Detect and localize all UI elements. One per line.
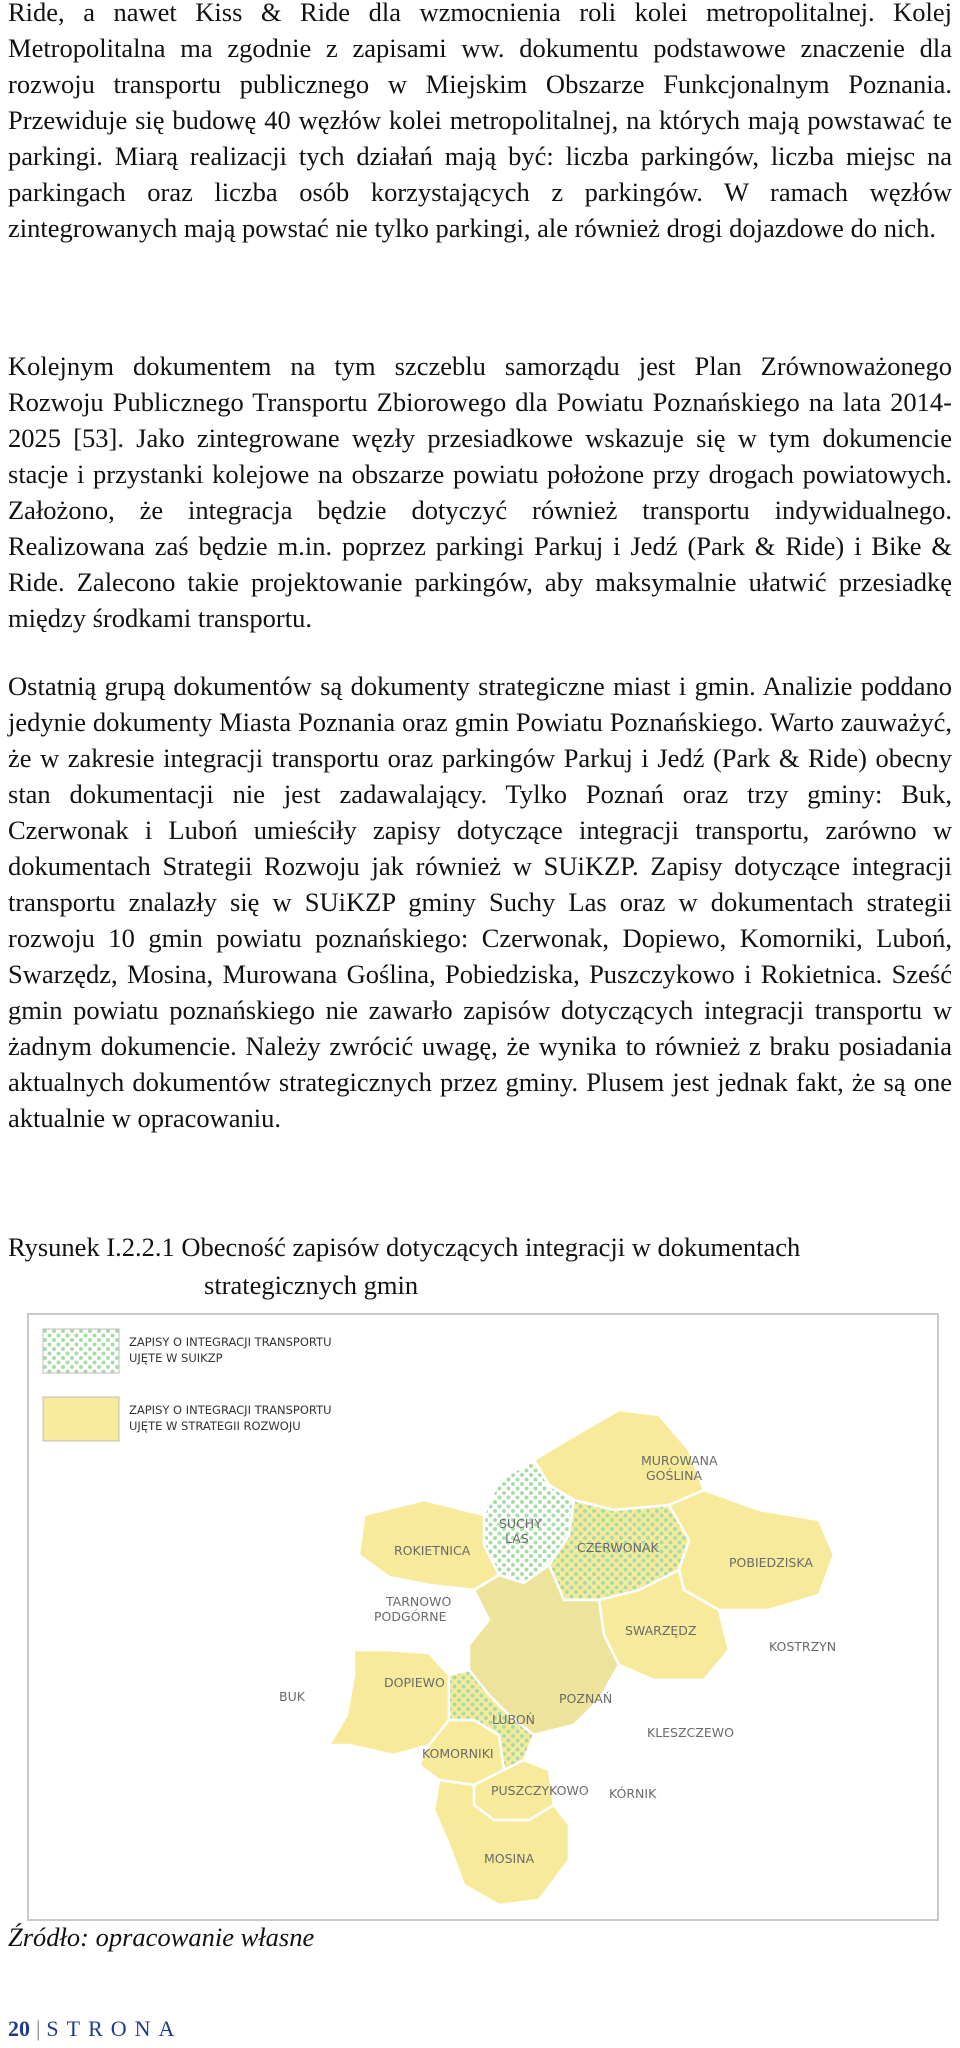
figure-caption-line-1: Rysunek I.2.2.1 Obecność zapisów dotyczących integracji w dokumentach xyxy=(8,1232,801,1262)
label-kleszczewo: KLESZCZEWO xyxy=(647,1725,734,1740)
map-legend xyxy=(43,1329,332,1441)
legend-suikzp-line-1: ZAPISY O INTEGRACJI TRANSPORTU xyxy=(129,1335,332,1349)
label-mosina: MOSINA xyxy=(484,1851,535,1866)
paragraph-3: Ostatnią grupą dokumentów są dokumenty strategiczne miast i gmin. Analizie poddano jedynie dokumenty Miasta Poznania oraz gmin Powiatu Poznańskiego. Warto zauważyć, że w zakresie integracji transportu oraz parkingów Parkuj i Jedź (Park & Ride) obecny stan dokumentacji nie jest zadawalający. Tylko Poznań oraz trzy gminy: Buk, Czerwonak i Luboń umieściły zapisy dotyczące integracji transportu, zarówno w dokumentach Strategii Rozwoju jak również w SUiKZP. Zapisy dotyczące integracji transportu znalazły się w SUiKZP gminy Suchy Las oraz w dokumentach strategii rozwoju 10 gmin powiatu poznańskiego: Czerwonak, Dopiewo, Komorniki, Luboń, Swarzędz, Mosina, Murowana Goślina, Pobiedziska, Puszczykowo i Rokietnica. Sześć gmin powiatu poznańskiego nie zawarło zapisów dotyczących integracji transportu w żadnym dokumencie. Należy zwrócić uwagę, że wynika to również z braku posiadania aktualnych dokumentów strategicznych przez gminy. Plusem jest jednak fakt, że są one aktualnie w opracowaniu. xyxy=(8,671,952,1133)
label-rokietnica: ROKIETNICA xyxy=(394,1543,471,1558)
page-number: 20 xyxy=(8,2016,30,2041)
paragraph-1: Ride, a nawet Kiss & Ride dla wzmocnienia roli kolei metropolitalnej. Kolej Metropolitalna ma zgodnie z zapisami ww. dokumentu podstawowe znaczenie dla rozwoju transportu publicznego w Miejskim Obszarze Funkcjonalnym Poznania. Przewiduje się budowę 40 węzłów kolei metropolitalnej, na których mają powstawać te parkingi. Miarą realizacji tych działań mają być: liczba parkingów, liczba miejsc na parkingach oraz liczba osób korzystających z parkingów. W ramach węzłów zintegrowanych mają powstać nie tylko parkingi, ale również drogi dojazdowe do nich. xyxy=(8,0,952,243)
label-dopiewo: DOPIEWO xyxy=(384,1675,445,1690)
figure-caption xyxy=(8,1228,800,1304)
paragraph-2: Kolejnym dokumentem na tym szczeblu samorządu jest Plan Zrównoważonego Rozwoju Publicznego Transportu Zbiorowego dla Powiatu Poznańskiego na lata 2014-2025 [53]. Jako zintegrowane węzły przesiadkowe wskazuje się w tym dokumencie stacje i przystanki kolejowe na obszarze powiatu położone przy drogach powiatowych. Założono, że integracja będzie dotyczyć również transportu indywidualnego. Realizowana zaś będzie m.in. poprzez parkingi Parkuj i Jedź (Park & Ride) i Bike & Ride. Zalecono takie projektowanie parkingów, aby maksymalnie ułatwić przesiadkę między środkami transportu. xyxy=(8,351,952,633)
legend-item-strategy xyxy=(43,1397,332,1441)
label-kornik: KÓRNIK xyxy=(609,1786,657,1801)
label-puszczykowo: PUSZCZYKOWO xyxy=(491,1783,589,1798)
municipality-areas xyxy=(229,1410,859,1905)
label-lubon: LUBOŃ xyxy=(492,1712,536,1727)
label-suchy-las-1: SUCHY xyxy=(499,1516,542,1531)
map-figure xyxy=(27,1313,939,1921)
legend-suikzp-line-2: UJĘTE W SUIKZP xyxy=(129,1351,223,1365)
label-pobiedziska: POBIEDZISKA xyxy=(729,1555,813,1570)
label-czerwonak: CZERWONAK xyxy=(577,1540,659,1555)
page-footer xyxy=(8,2016,182,2042)
label-suchy-las-2: LAS xyxy=(505,1531,529,1546)
legend-strategy-line-2: UJĘTE W STRATEGII ROZWOJU xyxy=(129,1419,301,1433)
label-murowana-goslina-2: GOŚLINA xyxy=(646,1468,703,1483)
figure-caption-line-2: strategicznych gmin xyxy=(204,1270,419,1300)
legend-swatch-yellow xyxy=(43,1397,119,1441)
figure-source: Źródło: opracowanie własne xyxy=(8,1922,315,1952)
label-murowana-goslina-1: MUROWANA xyxy=(641,1453,718,1468)
label-poznan: POZNAŃ xyxy=(559,1691,613,1706)
footer-label: STRONA xyxy=(46,2016,183,2041)
label-buk: BUK xyxy=(279,1689,305,1704)
legend-swatch-dots xyxy=(43,1329,119,1373)
footer-separator: | xyxy=(36,2016,41,2041)
label-kostrzyn: KOSTRZYN xyxy=(769,1639,837,1654)
label-tarnowo-2: PODGÓRNE xyxy=(374,1609,447,1624)
label-tarnowo-1: TARNOWO xyxy=(386,1594,452,1609)
legend-strategy-line-1: ZAPISY O INTEGRACJI TRANSPORTU xyxy=(129,1403,332,1417)
municipality-map xyxy=(29,1315,937,1919)
legend-item-suikzp xyxy=(43,1329,332,1373)
label-komorniki: KOMORNIKI xyxy=(422,1746,494,1761)
area-pobiedziska xyxy=(669,1490,834,1610)
label-swarzedz: SWARZĘDZ xyxy=(625,1623,697,1638)
